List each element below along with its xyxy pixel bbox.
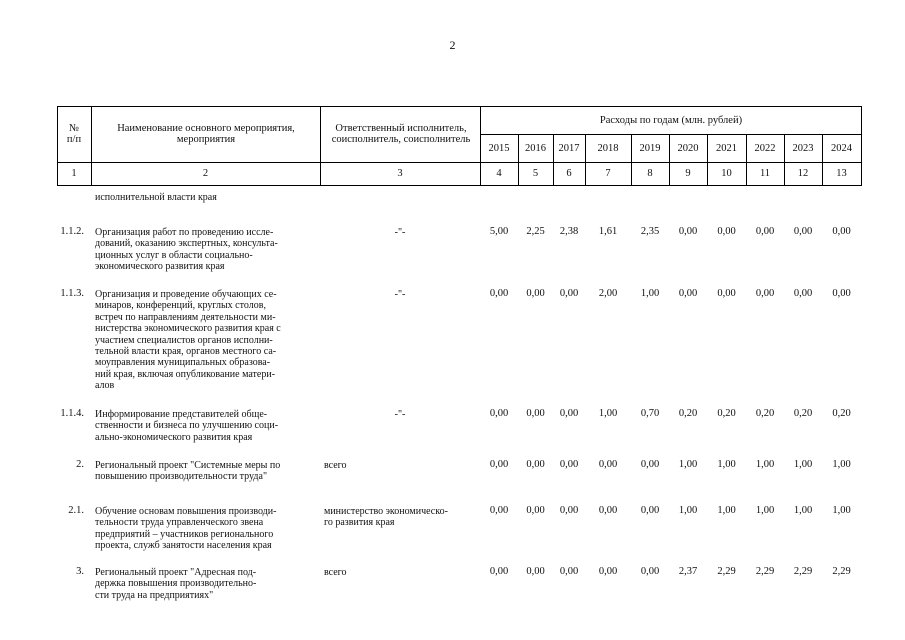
row-value: 0,00 [526,566,545,577]
continuation-text: исполнительной власти края [95,192,217,203]
row-name-line: Обучение основам повышения производи- [95,506,277,517]
header-year: 2017 [558,142,580,154]
row-value: 0,00 [640,566,660,577]
row-name-line: тельной власти края, органов местного са- [95,346,277,357]
page-number: 2 [449,38,456,52]
row-value: 1,00 [640,288,660,299]
row-name-line: Региональный проект "Адресная под- [95,567,257,578]
row-responsible: министерство экономическо- [324,506,448,517]
row-value: 0,00 [755,288,775,299]
row-value: 0,00 [559,505,579,516]
row-name-line: участием специалистов органов исполни- [95,334,273,346]
header-year: 2021 [716,142,737,154]
row-value: 0,70 [640,408,660,419]
header-year: 2023 [792,142,814,154]
row-name-line: тельности труда управленческого звена [95,517,264,529]
row-value: 2,29 [832,566,851,577]
row-value: 2,25 [526,226,545,237]
row-index: 1.1.4. [60,408,84,419]
row-value: 1,00 [717,505,736,516]
row-name-line: Организация работ по проведению иссле- [95,227,274,238]
row-value: 1,00 [793,459,813,470]
header-year: 2022 [754,142,776,154]
row-value: 0,00 [793,226,813,237]
row-index: 1.1.2. [60,226,84,237]
row-value: 0,00 [526,288,545,299]
header-responsible: Ответственный исполнитель, соисполнитель, соисполнитель [331,123,471,145]
row-responsible: -"- [394,227,406,238]
row-responsible: всего [324,460,347,471]
row-value: 0,00 [559,459,579,470]
row-name-line: алов [95,380,115,392]
row-value: 5,00 [489,226,509,237]
header-column-number: 9 [685,168,691,179]
header-expenses: Расходы по годам (млн. рублей) [599,114,743,126]
header-column-number: 10 [721,168,732,179]
row-value: 0,00 [598,459,618,470]
row-name-line: ственности и бизнеса по улучшению соци- [95,420,279,432]
row-value: 1,00 [755,459,775,470]
row-value: 0,00 [755,226,775,237]
row-responsible: -"- [394,409,406,420]
row-responsible: всего [324,567,347,578]
row-name-line: проекта, служб занятости населения края [95,540,272,552]
row-name-line: сти труда на предприятиях" [95,589,214,601]
row-value: 2,29 [793,566,813,577]
row-value: 1,00 [832,505,851,516]
row-value: 0,20 [717,408,736,419]
row-name-line: держка повышения производительно- [95,578,257,590]
row-index: 3. [76,566,84,577]
row-value: 0,20 [678,408,698,419]
row-value: 1,00 [598,408,618,419]
row-index: 1.1.3. [60,288,84,299]
row-value: 0,00 [678,226,698,237]
row-name-line: повышению производительности труда" [95,471,268,483]
row-responsible: го развития края [324,517,395,529]
row-value: 0,00 [640,505,660,516]
row-name-line: Информирование представителей обще- [95,409,268,420]
header-year: 2024 [831,142,852,154]
row-value: 2,38 [559,226,579,237]
row-value: 0,00 [526,459,545,470]
row-value: 0,00 [793,288,813,299]
row-value: 0,00 [832,288,851,299]
row-value: 0,00 [559,408,579,419]
row-value: 0,00 [678,288,698,299]
header-num: № п/п [66,123,82,145]
row-name-line: встреч по направлениям деятельности ми- [95,311,276,323]
row-value: 2,35 [640,226,660,237]
row-value: 1,00 [793,505,813,516]
row-value: 0,00 [717,226,736,237]
header-year: 2016 [525,142,546,154]
row-value: 1,00 [678,505,698,516]
row-value: 0,00 [640,459,660,470]
row-value: 0,00 [559,566,579,577]
row-value: 1,00 [832,459,851,470]
row-value: 0,20 [832,408,851,419]
header-column-number: 12 [797,168,809,179]
row-name-line: минаров, конференций, круглых столов, [95,300,266,312]
row-name-line: предприятий – участников регионального [95,528,274,540]
header-column-number: 1 [71,168,77,179]
row-value: 0,00 [598,505,618,516]
row-value: 2,29 [755,566,775,577]
header-year: 2020 [677,142,699,154]
row-value: 0,00 [489,408,509,419]
row-value: 0,00 [717,288,736,299]
header-year: 2015 [488,142,510,154]
row-name-line: ционных услуг в области социально- [95,249,253,261]
row-name-line: моуправления муниципальных образова- [95,357,271,369]
row-value: 2,29 [717,566,736,577]
header-column-number: 5 [532,168,539,179]
header-column-number: 4 [496,168,502,179]
row-name-line: ально-экономического развития края [95,431,253,443]
table-header [57,106,862,186]
row-name-line: Организация и проведение обучающих се- [95,289,277,300]
row-name-line: экономического развития края [95,261,225,273]
row-value: 2,37 [678,566,698,577]
header-year: 2019 [639,142,661,154]
row-value: 1,00 [717,459,736,470]
row-value: 1,00 [678,459,698,470]
row-value: 0,00 [489,505,509,516]
row-value: 0,20 [755,408,775,419]
row-name-line: дований, оказанию экспертных, консульта- [95,238,278,250]
header-column-number: 3 [397,168,403,179]
row-value: 0,00 [526,408,545,419]
row-value: 0,00 [832,226,851,237]
header-column-number: 13 [836,168,847,179]
row-value: 0,00 [489,288,509,299]
row-value: 0,00 [489,459,509,470]
header-column-number: 11 [759,168,771,179]
row-responsible: -"- [394,289,406,300]
header-column-number: 7 [605,168,611,179]
row-value: 0,00 [489,566,509,577]
header-column-number: 8 [647,168,653,179]
row-name-line: Региональный проект "Системные меры по [95,460,281,471]
row-value: 1,61 [598,226,618,237]
row-value: 0,20 [793,408,813,419]
row-index: 2.1. [68,505,84,516]
header-column-number: 2 [202,168,209,179]
row-value: 1,00 [755,505,775,516]
row-name-line: нистерства экономического развития края с [95,323,281,335]
header-year: 2018 [597,142,619,154]
row-value: 0,00 [559,288,579,299]
row-index: 2. [76,459,84,470]
row-value: 0,00 [526,505,545,516]
header-name: Наименование основного мероприятия, мероприятия [117,123,295,145]
header-column-number: 6 [566,168,572,179]
row-value: 0,00 [598,566,618,577]
row-value: 2,00 [598,288,618,299]
row-name-line: ний края, включая опубликование матери- [95,368,276,380]
